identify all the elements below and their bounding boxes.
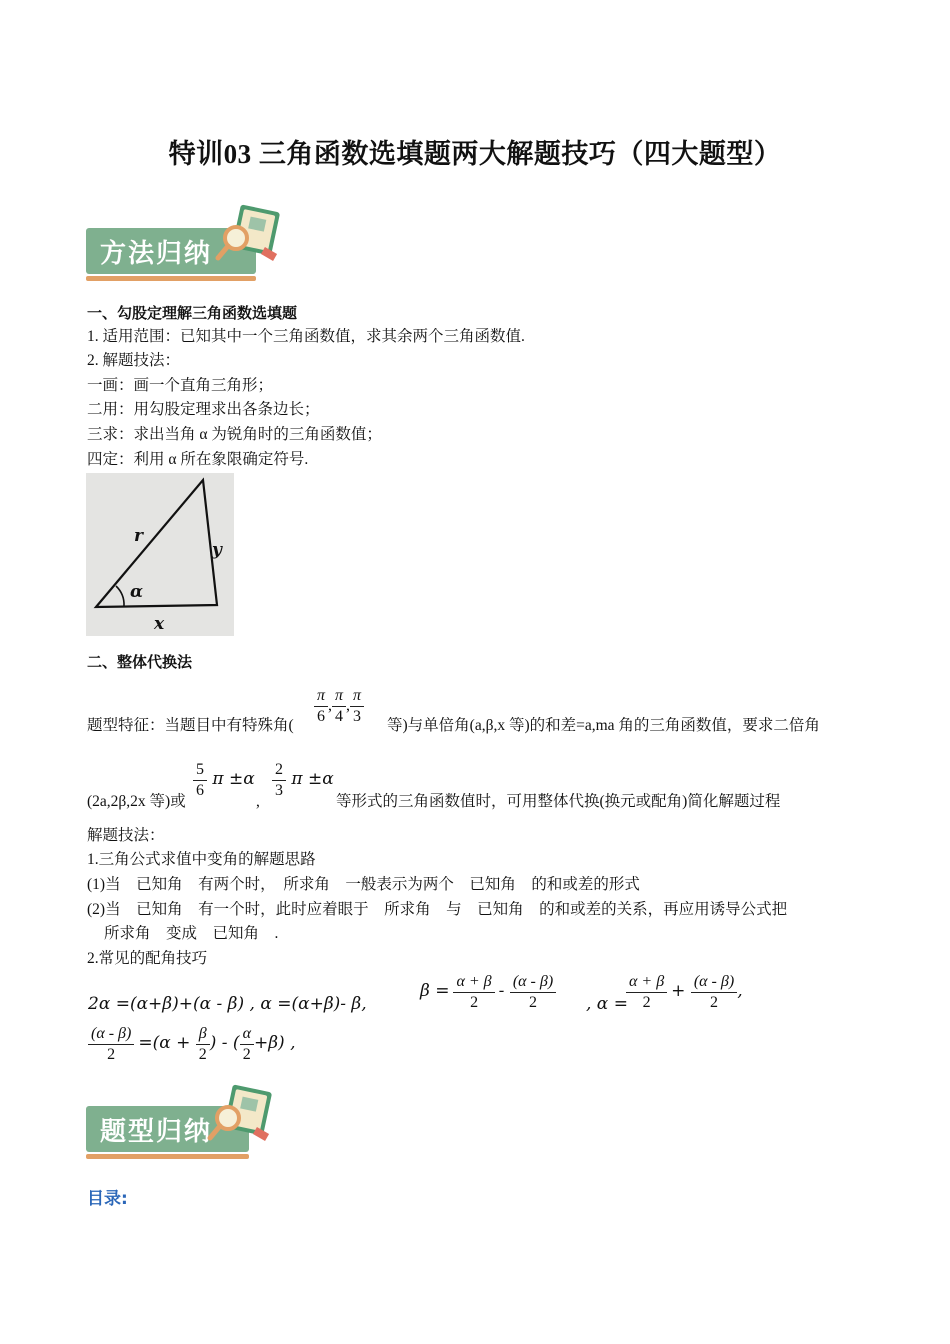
section1-line: 四定：利用 α 所在象限确定符号. — [87, 451, 309, 468]
section1-heading: 一、勾股定理解三角函数选填题 — [87, 304, 298, 322]
tech-title: 解题技法： — [87, 827, 165, 844]
section1-line: 一画：画一个直角三角形； — [87, 377, 274, 394]
section2-heading: 二、整体代换法 — [87, 653, 193, 671]
tech1b2: 所求角 变成 已知角 . — [104, 925, 279, 942]
types-banner-label: 题型归纳 — [100, 1117, 213, 1147]
tech1a: (1)当 已知角 有两个时， 所求角 一般表示为两个 已知角 的和或差的形式 — [87, 876, 640, 893]
line2-suffix: 等形式的三角函数值时，可用整体代换(换元或配角)简化解题过程 — [336, 793, 781, 810]
page-title: 特训03 三角函数选填题两大解题技巧（四大题型） — [168, 139, 782, 169]
formula1: 2α =(α+β)+(α - β) , α =(α+β)- β, — [88, 994, 367, 1014]
beta-formula: β = $\frac{\alpha + \beta}{2}$ - $\frac{(\alpha - \beta)}{2}$ — [420, 972, 556, 1013]
feature-prefix: 题型特征：当题目中有特殊角( — [87, 717, 294, 734]
adjacent-label: x — [154, 614, 165, 634]
tech1b: (2)当 已知角 有一个时，此时应着眼于 所求角 与 已知角 的和或差的关系，再应用诱导公式把 — [87, 901, 788, 918]
section1-line: 1. 适用范围：已知其中一个三角函数值，求其余两个三角函数值. — [87, 328, 525, 345]
hypotenuse-label: r — [134, 526, 143, 546]
comma: , — [256, 793, 260, 810]
diff-formula: $\frac{(\alpha - \beta)}{2}$ =(α + $\frac{\beta}{2}$ ) - ( $\frac{\alpha}{2}$ +β) , — [88, 1024, 296, 1065]
opposite-label: y — [212, 540, 222, 560]
section1-line: 三求：求出当角 α 为锐角时的三角函数值； — [87, 426, 382, 443]
special-angles: $\frac{\pi}{6}$ , $\frac{\pi}{4}$ , $\frac{\pi}{3}$ — [314, 686, 364, 727]
section1-line: 二用：用勾股定理求出各条边长； — [87, 401, 320, 418]
method-banner-label: 方法归纳 — [100, 239, 213, 269]
tech2: 2.常见的配角技巧 — [87, 950, 208, 967]
feature-suffix: 等)与单倍角(a,β,x 等)的和差=a,ma 角的三角函数值，要求二倍角 — [387, 717, 820, 734]
line2-prefix: (2a,2β,2x 等)或 — [87, 793, 186, 810]
alpha-formula: $\frac{\alpha + \beta}{2}$ + $\frac{(\alpha - \beta)}{2}$ , — [626, 972, 743, 1013]
book-magnifier-icon — [206, 1080, 276, 1148]
angle-label: α — [130, 582, 144, 602]
section1-line: 2. 解题技法： — [87, 352, 181, 369]
tech1: 1.三角公式求值中变角的解题思路 — [87, 851, 316, 868]
toc-label: 目录: — [87, 1189, 128, 1209]
expr-2-3-pi: $\frac{2}{3}$ π ±α — [272, 760, 334, 801]
expr-5-6-pi: $\frac{5}{6}$ π ±α — [193, 760, 255, 801]
right-triangle-figure — [86, 473, 234, 636]
book-magnifier-icon — [214, 200, 284, 268]
formula2: , α = — [586, 994, 628, 1014]
